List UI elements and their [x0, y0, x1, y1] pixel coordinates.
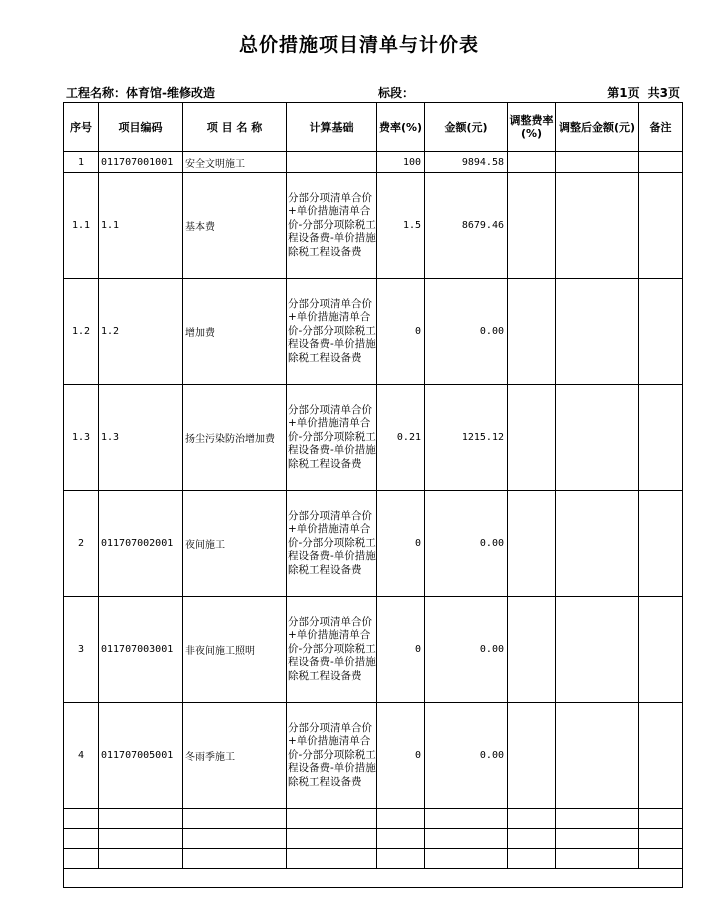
table-row	[64, 173, 683, 279]
cell-adj-rate	[508, 279, 556, 385]
cell-remark	[639, 173, 683, 279]
cell-basis: 分部分项清单合价+单价措施清单合价-分部分项除税工程设备费-单价措施除税工程设备费	[287, 491, 377, 597]
cell-adj-rate	[508, 152, 556, 173]
cell-rate: 0	[377, 279, 425, 385]
header-amount: 金额(元)	[425, 103, 508, 152]
cell-seq: 3	[64, 597, 99, 703]
cell-seq: 2	[64, 491, 99, 597]
cell-amount: 8679.46	[425, 173, 508, 279]
cell-name: 非夜间施工照明	[183, 597, 287, 703]
cell-code: 011707003001	[99, 597, 183, 703]
cell-name: 安全文明施工	[183, 152, 287, 173]
cell-amount: 0.00	[425, 491, 508, 597]
cell-rate: 0	[377, 491, 425, 597]
empty-row	[64, 829, 683, 849]
cell-adj-rate	[508, 597, 556, 703]
header-rate: 费率(%)	[377, 103, 425, 152]
cell-adj-amount	[556, 385, 639, 491]
table-row	[64, 152, 683, 173]
cell-name: 夜间施工	[183, 491, 287, 597]
cell-code: 1.1	[99, 173, 183, 279]
cell-adj-amount	[556, 703, 639, 809]
section-field	[378, 84, 414, 101]
cell-adj-rate	[508, 173, 556, 279]
cell-code: 011707002001	[99, 491, 183, 597]
header-adj-amount: 调整后金额(元)	[556, 103, 639, 152]
cell-remark	[639, 385, 683, 491]
section-label: 标段：	[378, 86, 415, 100]
cell-basis: 分部分项清单合价+单价措施清单合价-分部分项除税工程设备费-单价措施除税工程设备费	[287, 173, 377, 279]
project-name	[66, 84, 215, 101]
cell-amount: 0.00	[425, 703, 508, 809]
header-code: 项目编码	[99, 103, 183, 152]
cell-code: 1.2	[99, 279, 183, 385]
cell-adj-amount	[556, 491, 639, 597]
page-total: 共3页	[647, 86, 680, 100]
cell-remark	[639, 703, 683, 809]
cell-adj-rate	[508, 491, 556, 597]
cell-seq: 1.3	[64, 385, 99, 491]
project-value: 体育馆-维修改造	[126, 86, 215, 100]
cell-adj-amount	[556, 597, 639, 703]
cell-basis: 分部分项清单合价+单价措施清单合价-分部分项除税工程设备费-单价措施除税工程设备费	[287, 597, 377, 703]
cell-name: 冬雨季施工	[183, 703, 287, 809]
cell-basis: 分部分项清单合价+单价措施清单合价-分部分项除税工程设备费-单价措施除税工程设备费	[287, 279, 377, 385]
project-label: 工程名称：	[66, 86, 127, 100]
page-current: 第1页	[607, 86, 640, 100]
cell-adj-rate	[508, 385, 556, 491]
cell-remark	[639, 279, 683, 385]
cell-amount: 0.00	[425, 279, 508, 385]
cell-name: 扬尘污染防治增加费	[183, 385, 287, 491]
cell-code: 1.3	[99, 385, 183, 491]
cell-amount: 1215.12	[425, 385, 508, 491]
cell-seq: 1.1	[64, 173, 99, 279]
cell-adj-amount	[556, 152, 639, 173]
header-seq: 序号	[64, 103, 99, 152]
cell-rate: 0	[377, 597, 425, 703]
page-indicator	[607, 84, 680, 101]
cell-adj-amount	[556, 173, 639, 279]
empty-row	[64, 809, 683, 829]
cell-name: 增加费	[183, 279, 287, 385]
cell-basis	[287, 152, 377, 173]
cell-seq: 1.2	[64, 279, 99, 385]
header-remark: 备注	[639, 103, 683, 152]
measures-table	[63, 102, 683, 888]
cell-basis: 分部分项清单合价+单价措施清单合价-分部分项除税工程设备费-单价措施除税工程设备费	[287, 703, 377, 809]
cell-amount: 9894.58	[425, 152, 508, 173]
table-row	[64, 491, 683, 597]
cell-basis: 分部分项清单合价+单价措施清单合价-分部分项除税工程设备费-单价措施除税工程设备费	[287, 385, 377, 491]
cell-remark	[639, 597, 683, 703]
header-basis: 计算基础	[287, 103, 377, 152]
cell-rate: 0.21	[377, 385, 425, 491]
cell-amount: 0.00	[425, 597, 508, 703]
table-footer-row	[64, 869, 683, 888]
cell-rate: 1.5	[377, 173, 425, 279]
table-row	[64, 385, 683, 491]
cell-adj-amount	[556, 279, 639, 385]
cell-code: 011707001001	[99, 152, 183, 173]
cell-name: 基本费	[183, 173, 287, 279]
empty-row	[64, 849, 683, 869]
cell-rate: 0	[377, 703, 425, 809]
cell-seq: 1	[64, 152, 99, 173]
table-row	[64, 279, 683, 385]
cell-remark	[639, 491, 683, 597]
header-name: 项 目 名 称	[183, 103, 287, 152]
cell-code: 011707005001	[99, 703, 183, 809]
page-title: 总价措施项目清单与计价表	[238, 34, 479, 56]
cell-seq: 4	[64, 703, 99, 809]
table-row	[64, 703, 683, 809]
cell-rate: 100	[377, 152, 425, 173]
table-row	[64, 597, 683, 703]
cell-remark	[639, 152, 683, 173]
cell-adj-rate	[508, 703, 556, 809]
table-header-row	[64, 103, 683, 152]
header-adj-rate: 调整费率(%)	[508, 103, 556, 152]
